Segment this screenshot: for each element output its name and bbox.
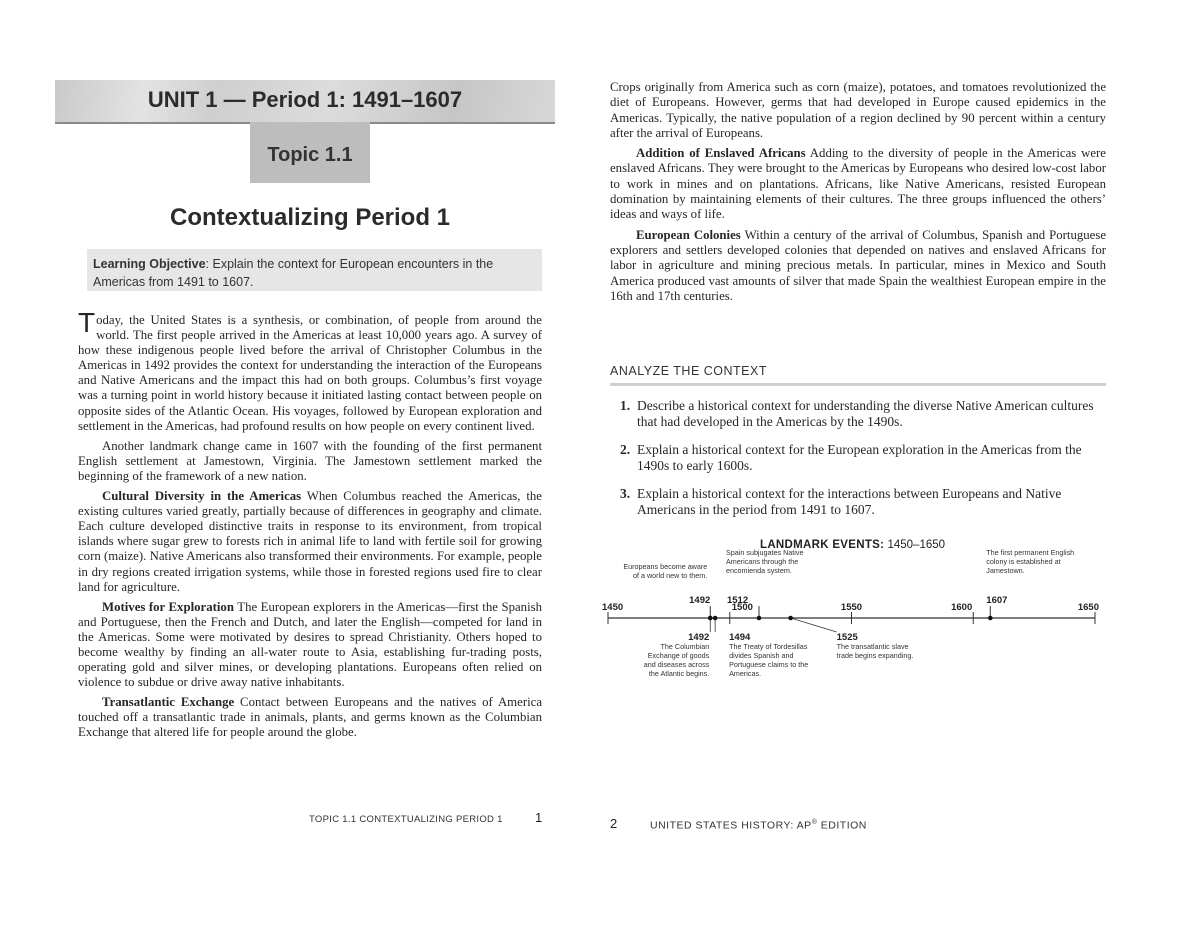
event-description: of a world new to them. xyxy=(632,571,708,580)
event-description: Americas. xyxy=(729,669,762,678)
event-description: Portuguese claims to the xyxy=(729,660,809,669)
event-description: The Treaty of Tordesillas xyxy=(729,642,808,651)
event-year-label: 1494 xyxy=(729,632,751,643)
paragraph xyxy=(78,695,542,740)
question-number: 3. xyxy=(620,486,631,501)
analyze-heading: ANALYZE THE CONTEXT xyxy=(610,364,767,378)
event-description: The Columbian xyxy=(660,642,710,651)
question-item xyxy=(620,398,1106,430)
paragraph-text: The European explorers in the Americas—first the Spanish and Portuguese, then the French and Dutch, and later the English—competed for land in the Americas. Some were motivated by desires to spread Christianity. Others hoped to become wealthy by finding an all-water route to Asia, establishing fur-trading posts, operating gold and silver mines, or developing plantations. Europeans often relied on violence to subdue or drive away native inhabitants. xyxy=(78,599,543,690)
question-number: 2. xyxy=(620,442,631,457)
event-leader xyxy=(791,618,837,632)
paragraph xyxy=(78,307,542,434)
page-number: 2 xyxy=(610,816,618,831)
paragraph xyxy=(78,600,542,691)
paragraph xyxy=(610,80,1106,141)
event-dot xyxy=(788,616,793,621)
timeline-axis-label: 1600 xyxy=(951,602,973,613)
paragraph xyxy=(610,228,1106,304)
timeline-axis-label: 1550 xyxy=(840,602,863,613)
event-year-label: 1492 xyxy=(688,632,710,643)
paragraph xyxy=(610,146,1106,222)
page-number: 1 xyxy=(535,810,543,825)
paragraph-heading: European Colonies xyxy=(636,227,741,242)
right-body xyxy=(610,80,1106,309)
event-year-label: 1525 xyxy=(836,632,858,643)
objective-text: : Explain the context for European encounters in the Americas from 1491 to 1607. xyxy=(93,257,494,289)
event-dot xyxy=(708,616,713,621)
topic-box xyxy=(250,122,370,183)
unit-banner xyxy=(55,80,555,124)
question-text: Explain a historical context for the European exploration in the Americas from the 1490s to early 1600s. xyxy=(637,442,1082,473)
objective-label: Learning Objective xyxy=(93,257,206,271)
right-page xyxy=(602,80,1107,840)
paragraph-text: Within a century of the arrival of Columbus, Spanish and Portuguese explorers and settlers developed colonies that depended on natives and enslaved Africans for labor in agriculture and mining precious metals. In particular, mines in Mexico and South America produced vast amounts of silver that made Spain the wealthiest European empire in the 16th and 17th centuries. xyxy=(610,227,1107,303)
landmark-timeline xyxy=(600,548,1105,683)
event-description: colony is established at xyxy=(986,557,1061,566)
event-year-label: 1607 xyxy=(986,595,1008,606)
event-dot xyxy=(713,616,718,621)
paragraph xyxy=(78,439,542,484)
event-description: The transatlantic slave xyxy=(836,642,909,651)
event-year-label: 1512 xyxy=(726,595,749,606)
running-footer-end: EDITION xyxy=(817,819,867,832)
paragraph-heading: Addition of Enslaved Africans xyxy=(636,146,806,161)
event-year-label: 1492 xyxy=(689,595,711,606)
paragraph-heading: Motives for Exploration xyxy=(102,599,234,614)
running-footer xyxy=(650,819,867,832)
unit-title: UNIT 1 — Period 1: 1491–1607 xyxy=(147,87,463,112)
event-description: Spain subjugates Native xyxy=(725,548,804,557)
event-description: Europeans become aware xyxy=(623,562,708,571)
running-footer-text: UNITED STATES HISTORY: AP xyxy=(650,819,812,832)
event-description: Exchange of goods xyxy=(647,651,710,660)
timeline-title-range: 1450–1650 xyxy=(884,539,946,551)
event-description: encomienda system. xyxy=(725,566,792,575)
timeline-axis-label: 1450 xyxy=(602,602,624,613)
event-description: Americans through the xyxy=(725,557,799,566)
left-page xyxy=(55,80,555,840)
timeline-axis-label: 1500 xyxy=(731,602,753,613)
page-title: Contextualizing Period 1 xyxy=(169,204,451,231)
timeline-title-bold: LANDMARK EVENTS: xyxy=(760,539,885,551)
left-body xyxy=(78,307,543,746)
event-description: the Atlantic begins. xyxy=(648,669,710,678)
registered-mark: ® xyxy=(811,819,818,826)
drop-cap: T xyxy=(78,307,96,338)
paragraph-heading: Cultural Diversity in the Americas xyxy=(102,489,302,504)
question-list xyxy=(620,398,1106,530)
learning-objective xyxy=(87,249,542,291)
paragraph-text: Crops originally from America such as corn (maize), potatoes, and tomatoes revolutionized the diet of Europeans. However, germs that had developed in Europe caused epidemics in the Americas. Typically, the native population of a region declined by 90 percent within a century after the arrival of Europeans. xyxy=(610,80,1106,140)
paragraph-text: oday, the United States is a synthesis, or combination, of people from around the world. The first people arrived in the Americas at least 10,000 years ago. A survey of how these indigenous people lived before the arrival of Christopher Columbus in the Americas in 1492 provides the context for understanding the interaction of the Europeans and Native Americans and the impact this had on both groups. Columbus’s first voyage was a turning point in world history because it initiated lasting contact between people on opposite sides of the Atlantic Ocean. His voyages, followed by European exploration and settlement in the Americas, had profound results on how people on every continent lived. xyxy=(78,313,542,433)
event-description: The first permanent English xyxy=(986,548,1075,557)
topic-label: Topic 1.1 xyxy=(267,144,353,166)
question-item xyxy=(620,486,1106,518)
running-footer: TOPIC 1.1 CONTEXTUALIZING PERIOD 1 xyxy=(309,814,503,825)
event-dot xyxy=(757,616,762,621)
divider xyxy=(610,383,1106,386)
event-description: trade begins expanding. xyxy=(836,651,914,660)
paragraph xyxy=(78,489,542,595)
paragraph-text: Adding to the diversity of people in the Americas were enslaved Africans. They were brought to the Americas by Europeans who desired low-cost labor to work in mines and on plantations. Africans, like Native Americans, resisted European domination by maintaining elements of their cultures. The three groups influenced the others’ ideas and ways of life. xyxy=(610,146,1106,222)
paragraph-text: Another landmark change came in 1607 with the founding of the first permanent English settlement at Jamestown, Virginia. The Jamestown settlement marked the beginning of the framework of a new nation. xyxy=(78,438,542,483)
event-description: and diseases across xyxy=(643,660,710,669)
question-number: 1. xyxy=(620,398,631,413)
event-dot xyxy=(988,616,993,621)
paragraph-text: Contact between Europeans and the natives of America touched off a transatlantic trade in animals, plants, and germs known as the Columbian Exchange that altered life for people around the globe. xyxy=(78,695,542,740)
timeline-axis-label: 1650 xyxy=(1077,602,1099,613)
event-description: divides Spanish and xyxy=(729,651,794,660)
question-item xyxy=(620,442,1106,474)
question-text: Explain a historical context for the interactions between Europeans and Native Americans in the period from 1491 to 1607. xyxy=(637,486,1062,517)
question-text: Describe a historical context for understanding the diverse Native American cultures that had developed in the Americas by the 1490s. xyxy=(637,398,1094,429)
paragraph-heading: Transatlantic Exchange xyxy=(102,695,235,710)
paragraph-text: When Columbus reached the Americas, the existing cultures varied greatly, partially because of differences in geography and climate. Each culture developed distinctive traits in response to its environment, from tropical islands where sugar grew to forests rich in animal life to land with fertile soil for growing corn (maize). Native Americans also transformed their environments. For example, people in dry regions created irrigation systems, while those in forested regions used fire to clear land for agriculture. xyxy=(78,489,542,594)
event-description: Jamestown. xyxy=(986,566,1025,575)
